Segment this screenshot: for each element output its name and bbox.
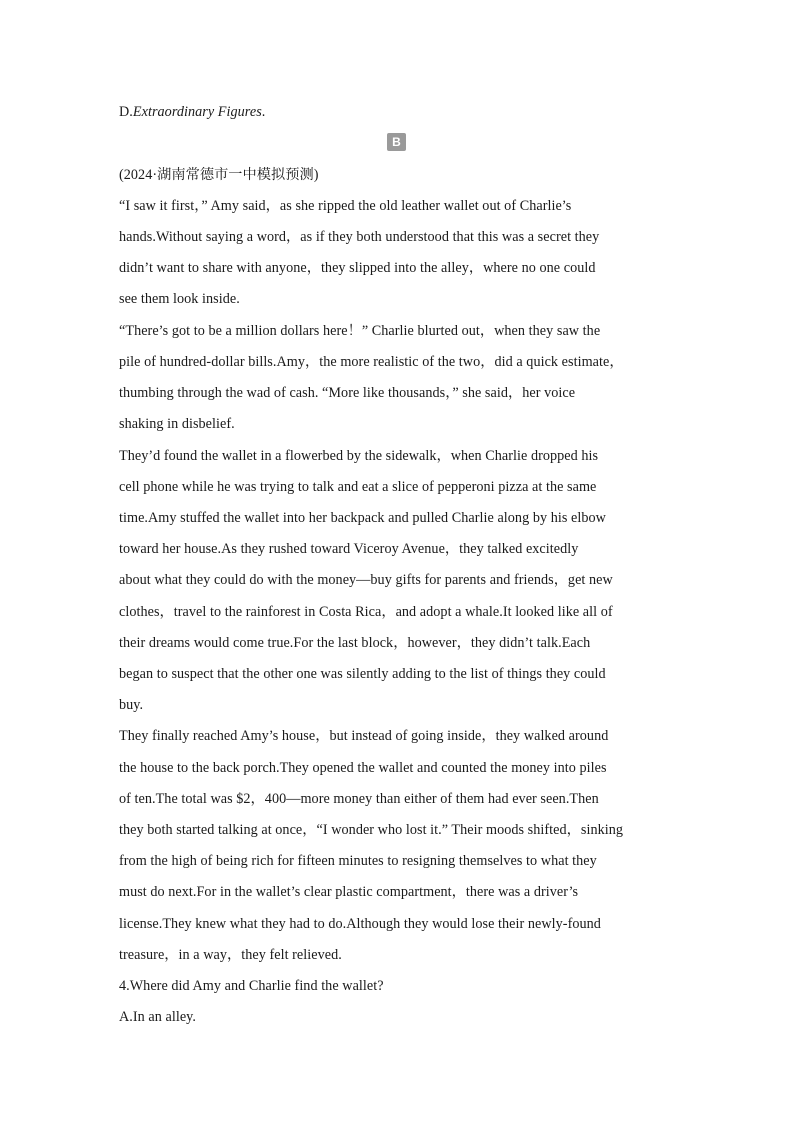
passage-line: their dreams would come true.For the last block，however，they didn’t talk.Each — [119, 635, 591, 651]
passage-line: buy. — [119, 697, 144, 713]
passage-line: pile of hundred-dollar bills.Amy，the more realistic of the two，did a quick estimate， — [119, 354, 624, 370]
passage-line: hands.Without saying a word，as if they both understood that this was a secret they — [119, 229, 600, 245]
passage-line: about what they could do with the money—buy gifts for parents and friends，get new — [119, 572, 613, 588]
passage-line: thumbing through the wad of cash. “More like thousands，” she said，her voice — [119, 385, 576, 401]
passage-line: license.They knew what they had to do.Although they would lose their newly-found — [119, 916, 601, 932]
passage-line: from the high of being rich for fifteen minutes to resigning themselves to what they — [119, 853, 597, 869]
passage-line: They’d found the wallet in a flowerbed by the sidewalk，when Charlie dropped his — [119, 448, 599, 464]
question-stem: 4.Where did Amy and Charlie find the wallet? — [119, 978, 384, 994]
passage-line: must do next.For in the wallet’s clear plastic compartment，there was a driver’s — [119, 884, 579, 900]
option-d-text: Extraordinary Figures — [132, 104, 262, 120]
passage-line: cell phone while he was trying to talk and eat a slice of pepperoni pizza at the same — [119, 479, 597, 495]
passage-line: began to suspect that the other one was silently adding to the list of things they could — [119, 666, 606, 682]
passage-line: of ten.The total was $2，400—more money than either of them had ever seen.Then — [119, 791, 599, 807]
passage-line: “There’s got to be a million dollars here！” Charlie blurted out，when they saw the — [119, 323, 601, 339]
passage-line: They finally reached Amy’s house，but instead of going inside，they walked around — [119, 728, 609, 744]
passage-line: treasure，in a way，they felt relieved. — [119, 947, 342, 963]
answer-option-a: A.In an alley. — [119, 1009, 196, 1025]
answer-option-d — [119, 102, 679, 122]
passage-line: toward her house.As they rushed toward Viceroy Avenue，they talked excitedly — [119, 541, 579, 557]
section-badge: B — [387, 133, 406, 151]
option-d-suffix: . — [261, 104, 266, 120]
passage-line: the house to the back porch.They opened the wallet and counted the money into piles — [119, 760, 607, 776]
passage-line: time.Amy stuffed the wallet into her backpack and pulled Charlie along by his elbow — [119, 510, 606, 526]
passage-line: shaking in disbelief. — [119, 416, 235, 432]
passage-line: see them look inside. — [119, 291, 240, 307]
option-d-prefix: D. — [119, 104, 133, 120]
passage-line: they both started talking at once，“I wonder who lost it.” Their moods shifted，sinking — [119, 822, 624, 838]
passage-line: “I saw it first，” Amy said，as she ripped the old leather wallet out of Charlie’s — [119, 198, 572, 214]
source-note: (2024·湖南常德市一中模拟预测) — [119, 167, 319, 183]
passage-line: clothes，travel to the rainforest in Costa Rica，and adopt a whale.It looked like all of — [119, 604, 613, 620]
passage-line: didn’t want to share with anyone，they slipped into the alley，where no one could — [119, 260, 596, 276]
